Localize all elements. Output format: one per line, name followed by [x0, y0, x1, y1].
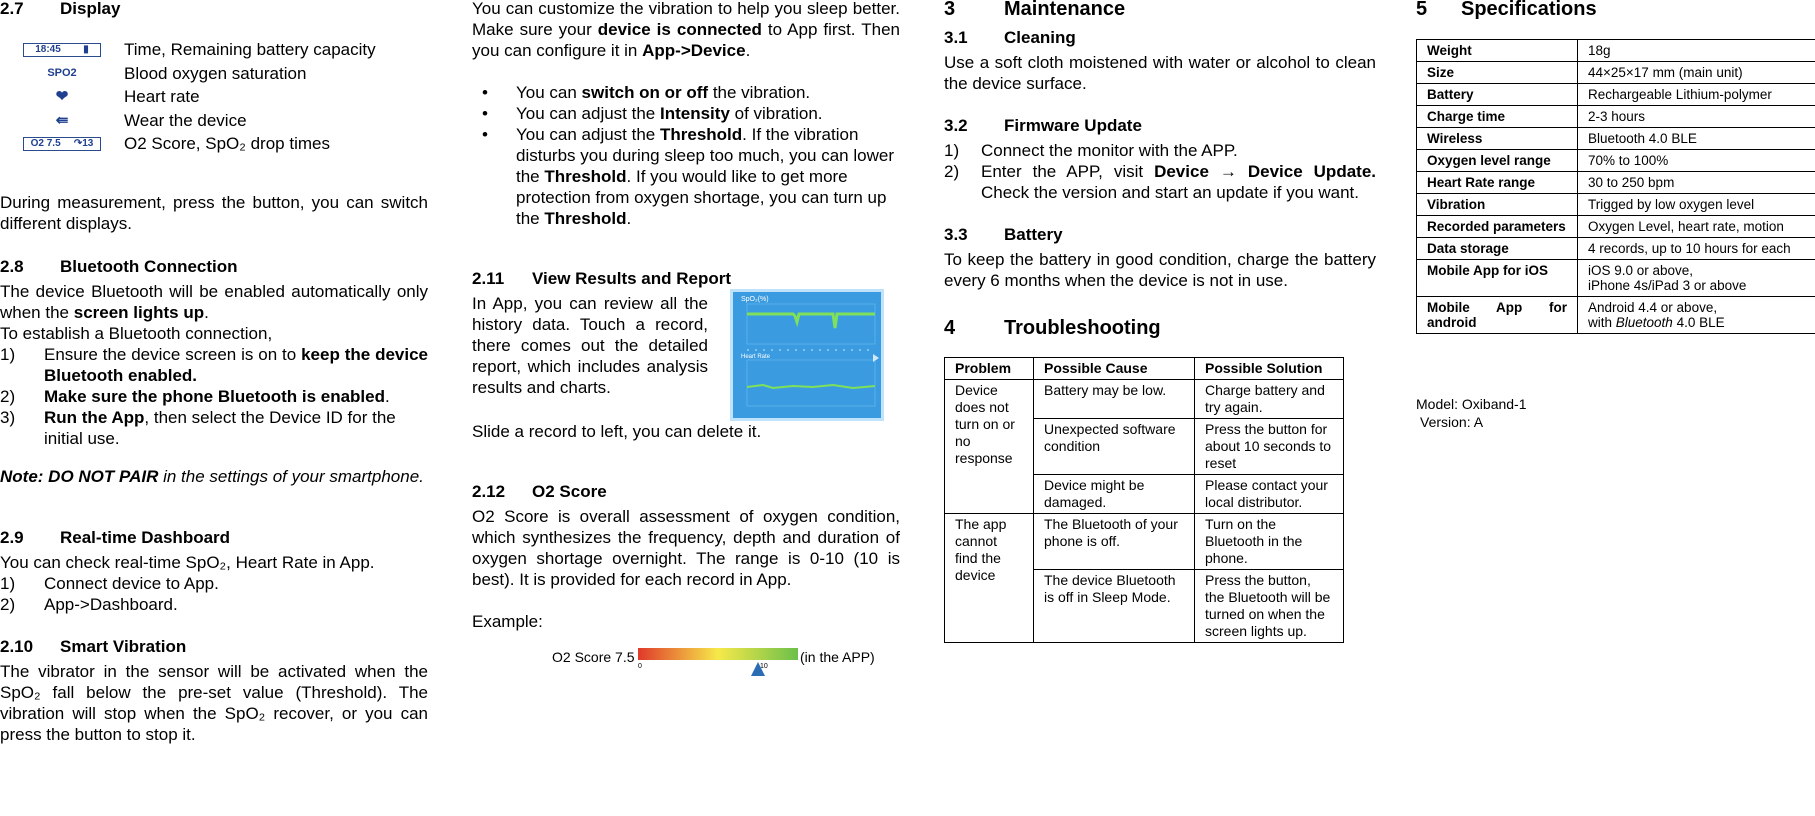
o2-score-example	[472, 638, 900, 678]
table-row: Unexpected software condition Press the button for about 10 seconds to reset	[945, 419, 1344, 475]
list-item: • You can adjust the Threshold. If the vibration disturbs you during sleep too much, you can lower the Threshold. If you would like to get more protection from oxygen shortage, you can turn up the Threshold.	[482, 125, 894, 228]
table-row: Battery Rechargeable Lithium-polymer	[1417, 84, 1815, 106]
battery-text: To keep the battery in good condition, charge the battery every 6 months when the device is not in use.	[944, 250, 1376, 290]
vibration-intro: You can customize the vibration to help you sleep better. Make sure your device is connected to App first. Then you can configure it in App->Device.	[472, 0, 900, 60]
section-2-10-heading: 2.10 Smart Vibration	[0, 636, 187, 656]
list-item: 1) Connect device to App.	[0, 573, 219, 593]
version-text: Version: A	[1420, 414, 1484, 430]
troubleshooting-table	[944, 357, 1344, 643]
o2-score-max: 10	[760, 663, 768, 670]
table-row: Mobile App for android Android 4.4 or above, with Bluetooth 4.0 BLE	[1417, 297, 1815, 334]
bluetooth-intro: To establish a Bluetooth connection,	[0, 323, 273, 343]
table-row: Heart Rate range 30 to 250 bpm	[1417, 172, 1815, 194]
bluetooth-paragraph: The device Bluetooth will be enabled automatically only when the screen lights up.	[0, 281, 428, 322]
section-3-1-heading: 3.1 Cleaning	[944, 28, 1076, 47]
cleaning-text: Use a soft cloth moistened with water or alcohol to clean the device surface.	[944, 53, 1376, 93]
example-label: Example:	[472, 612, 543, 631]
list-item: 3) Run the App, then select the Device ID for the initial use.	[0, 407, 396, 448]
section-2-12-heading: 2.12 O2 Score	[472, 482, 607, 501]
section-3-heading: 3 Maintenance	[944, 0, 1126, 20]
section-2-8-heading: 2.8 Bluetooth Connection	[0, 256, 238, 276]
display-row-o2score: O2 7.5 ↷13 O2 Score, SpO₂ drop times	[0, 132, 428, 156]
column-2	[472, 0, 900, 678]
table-row: Size 44×25×17 mm (main unit)	[1417, 62, 1815, 84]
display-row-spo2: SPO2 Blood oxygen saturation	[47, 63, 307, 83]
column-4	[1416, 0, 1815, 431]
table-row: Vibration Trigged by low oxygen level	[1417, 194, 1815, 216]
wear-device-icon: ⇚	[55, 111, 69, 129]
measure-text: During measurement, press the button, you can switch different displays.	[0, 192, 428, 233]
section-2-9-heading: 2.9 Real-time Dashboard	[0, 527, 231, 547]
slide-text: Slide a record to left, you can delete it.	[472, 422, 762, 441]
model-text: Model: Oxiband-1	[1416, 396, 1527, 412]
column-1	[0, 0, 428, 745]
table-row: Wireless Bluetooth 4.0 BLE	[1417, 128, 1815, 150]
list-item: 2) Enter the APP, visit Device → Device Update. Check the version and start an update if you want.	[944, 162, 1376, 202]
display-row-heart: ❤ Heart rate	[55, 87, 200, 107]
list-item: • You can switch on or off the vibration.	[482, 83, 811, 102]
section-4-heading: 4 Troubleshooting	[944, 317, 1161, 339]
results-block	[472, 293, 900, 421]
bluetooth-steps	[0, 344, 428, 449]
display-row-wear: ⇚ Wear the device	[55, 110, 247, 130]
chart-hr-label: Heart Rate	[741, 354, 771, 360]
results-text: In App, you can review all the history data. Touch a record, there comes out the detailed report, which includes analysis results and charts.	[472, 294, 708, 397]
spo2-icon: SPO2	[47, 66, 77, 79]
table-row: Device might be damaged. Please contact your local distributor.	[945, 475, 1344, 514]
display-row-time: 18:45 ▮ Time, Remaining battery capacity	[0, 38, 428, 62]
dashboard-steps	[0, 573, 428, 615]
list-item: 1) Ensure the device screen is on to keep the device Bluetooth enabled.	[0, 344, 428, 385]
table-row: The app cannot find the device The Bluetooth of your phone is off. Turn on the Bluetooth in the phone.	[945, 514, 1344, 570]
o2-score-min: 0	[638, 663, 642, 670]
report-chart-image	[730, 289, 884, 421]
table-row: Weight 18g	[1417, 40, 1815, 62]
list-item: 1) Connect the monitor with the APP.	[944, 141, 1238, 160]
list-item: 2) Make sure the phone Bluetooth is enabled.	[0, 386, 390, 406]
o2-score-marker	[751, 662, 765, 676]
o2-score-label: O2 Score 7.5	[552, 649, 635, 665]
table-row: Device does not turn on or no response Battery may be low. Charge battery and try again.	[945, 380, 1344, 419]
table-row: Mobile App for iOS iOS 9.0 or above, iPhone 4s/iPad 3 or above	[1417, 260, 1815, 297]
dashboard-text: You can check real-time SpO₂, Heart Rate in App.	[0, 552, 375, 572]
table-row: The device Bluetooth is off in Sleep Mode. Press the button, the Bluetooth will be turned on when the screen lights up.	[945, 570, 1344, 643]
list-item: • You can adjust the Intensity of vibration.	[482, 104, 823, 123]
vibration-bullets	[472, 82, 900, 229]
firmware-steps	[944, 140, 1376, 203]
table-row: Charge time 2-3 hours	[1417, 106, 1815, 128]
vibration-text: The vibrator in the sensor will be activated when the SpO₂ fall below the pre-set value (Threshold). The vibration will stop when the SpO₂ recover, or you can press the button to stop it.	[0, 661, 428, 744]
chart-spo2-label: SpO₂(%)	[741, 296, 769, 303]
list-item: 2) App->Dashboard.	[0, 594, 178, 614]
specifications-table	[1416, 39, 1815, 334]
table-row: Recorded parameters Oxygen Level, heart rate, motion	[1417, 216, 1815, 238]
section-3-3-heading: 3.3 Battery	[944, 225, 1063, 244]
note-text: Note: DO NOT PAIR in the settings of your smartphone.	[0, 466, 424, 486]
o2-score-icon: O2 7.5 ↷13	[23, 137, 101, 151]
o2-score-suffix: (in the APP)	[800, 649, 875, 665]
table-row: Oxygen level range 70% to 100%	[1417, 150, 1815, 172]
table-row: Data storage 4 records, up to 10 hours for each	[1417, 238, 1815, 260]
score-text: O2 Score is overall assessment of oxygen condition, which synthesizes the frequency, depth and duration of oxygen shortage overnight. The range is 0-10 (10 is best). It is provided for each record in App.	[472, 507, 900, 589]
display-legend	[0, 38, 428, 156]
column-3	[944, 0, 1376, 643]
section-5-heading: 5 Specifications	[1416, 0, 1597, 20]
table-header-row: Problem Possible Cause Possible Solution	[945, 358, 1344, 380]
section-2-7-heading: 2.7 Display	[0, 0, 121, 18]
section-3-2-heading: 3.2 Firmware Update	[944, 116, 1142, 135]
heart-rate-icon: ❤	[55, 88, 69, 106]
clock-battery-icon: 18:45 ▮	[23, 43, 101, 57]
section-2-11-heading: 2.11 View Results and Report	[472, 269, 732, 288]
o2-score-gradient-bar	[638, 648, 798, 660]
